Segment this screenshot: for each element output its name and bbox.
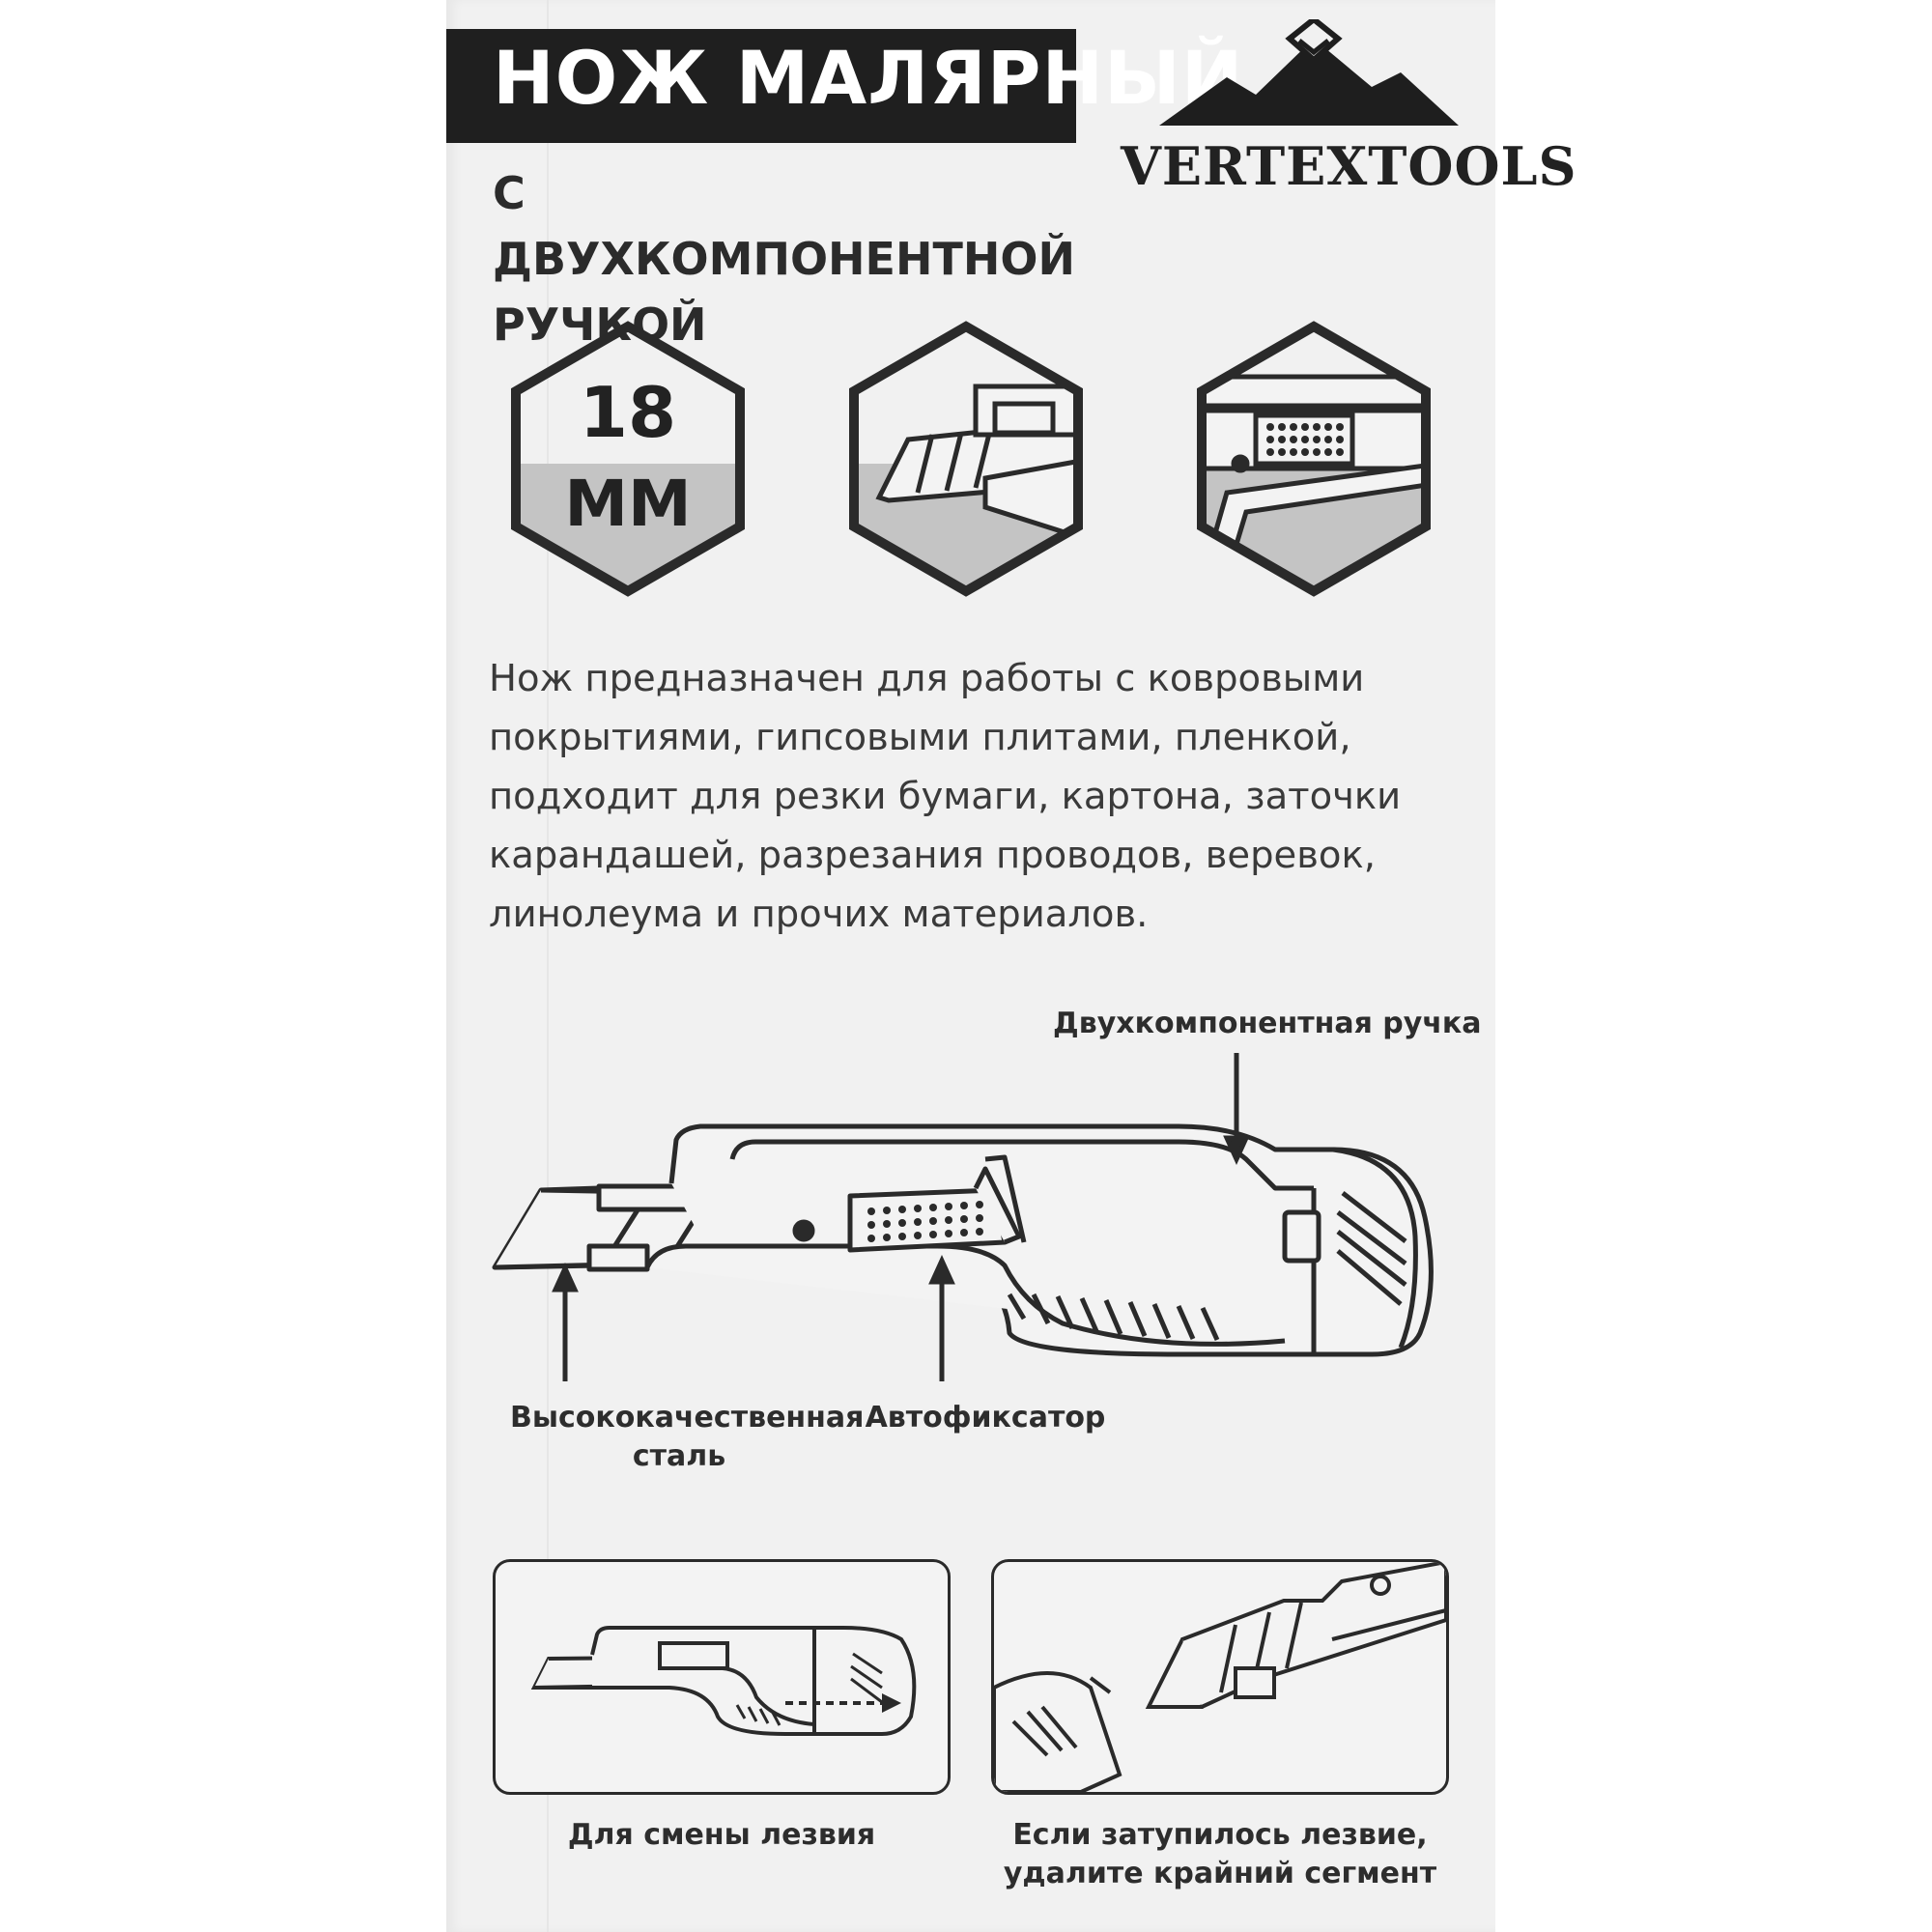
callout-handle-label: Двухкомпонентная ручка [1053, 1007, 1482, 1040]
caption-change-blade: Для смены лезвия [567, 1818, 876, 1852]
instruction-panel-snap-segment [991, 1559, 1449, 1795]
blade-width-value: 18 [579, 372, 677, 453]
auto-lock-hexagon-icon [1188, 319, 1439, 609]
brand-logo-text: VERTEXTOOLS [1121, 135, 1577, 197]
blade-width-unit: ММ [564, 467, 692, 541]
subtitle-line-2: РУЧКОЙ [493, 298, 707, 351]
product-description: Нож предназначен для работы с ковровыми покрытиями, гипсовыми плитами, пленкой, подходит для резки бумаги, картона, заточки карандашей, разрезания проводов, веревок, линолеума и прочих материалов. [489, 657, 1402, 936]
subtitle-line-1: С ДВУХКОМПОНЕНТНОЙ [493, 167, 1075, 285]
caption-snap-segment-line-1: Если затупилось лезвие, [1012, 1818, 1428, 1852]
snap-segment-illustration [994, 1562, 1446, 1792]
change-blade-illustration [496, 1562, 948, 1792]
product-title: НОЖ МАЛЯРНЫЙ [493, 35, 1244, 121]
caption-snap-segment-line-2: удалите крайний сегмент [1003, 1857, 1437, 1890]
blade-width-hexagon-icon [502, 319, 753, 609]
callout-steel-line-1: Высококачественная [510, 1401, 865, 1435]
callout-steel-label [510, 1399, 865, 1476]
instruction-panel-change-blade [493, 1559, 951, 1795]
callout-steel-line-2: сталь [632, 1439, 726, 1473]
caption-snap-segment [991, 1816, 1449, 1893]
mountain-logo-icon [1121, 19, 1468, 145]
knife-diagram [483, 1014, 1459, 1381]
callout-lock-label: Автофиксатор [865, 1401, 1106, 1435]
snap-off-blade-hexagon-icon [840, 319, 1092, 609]
